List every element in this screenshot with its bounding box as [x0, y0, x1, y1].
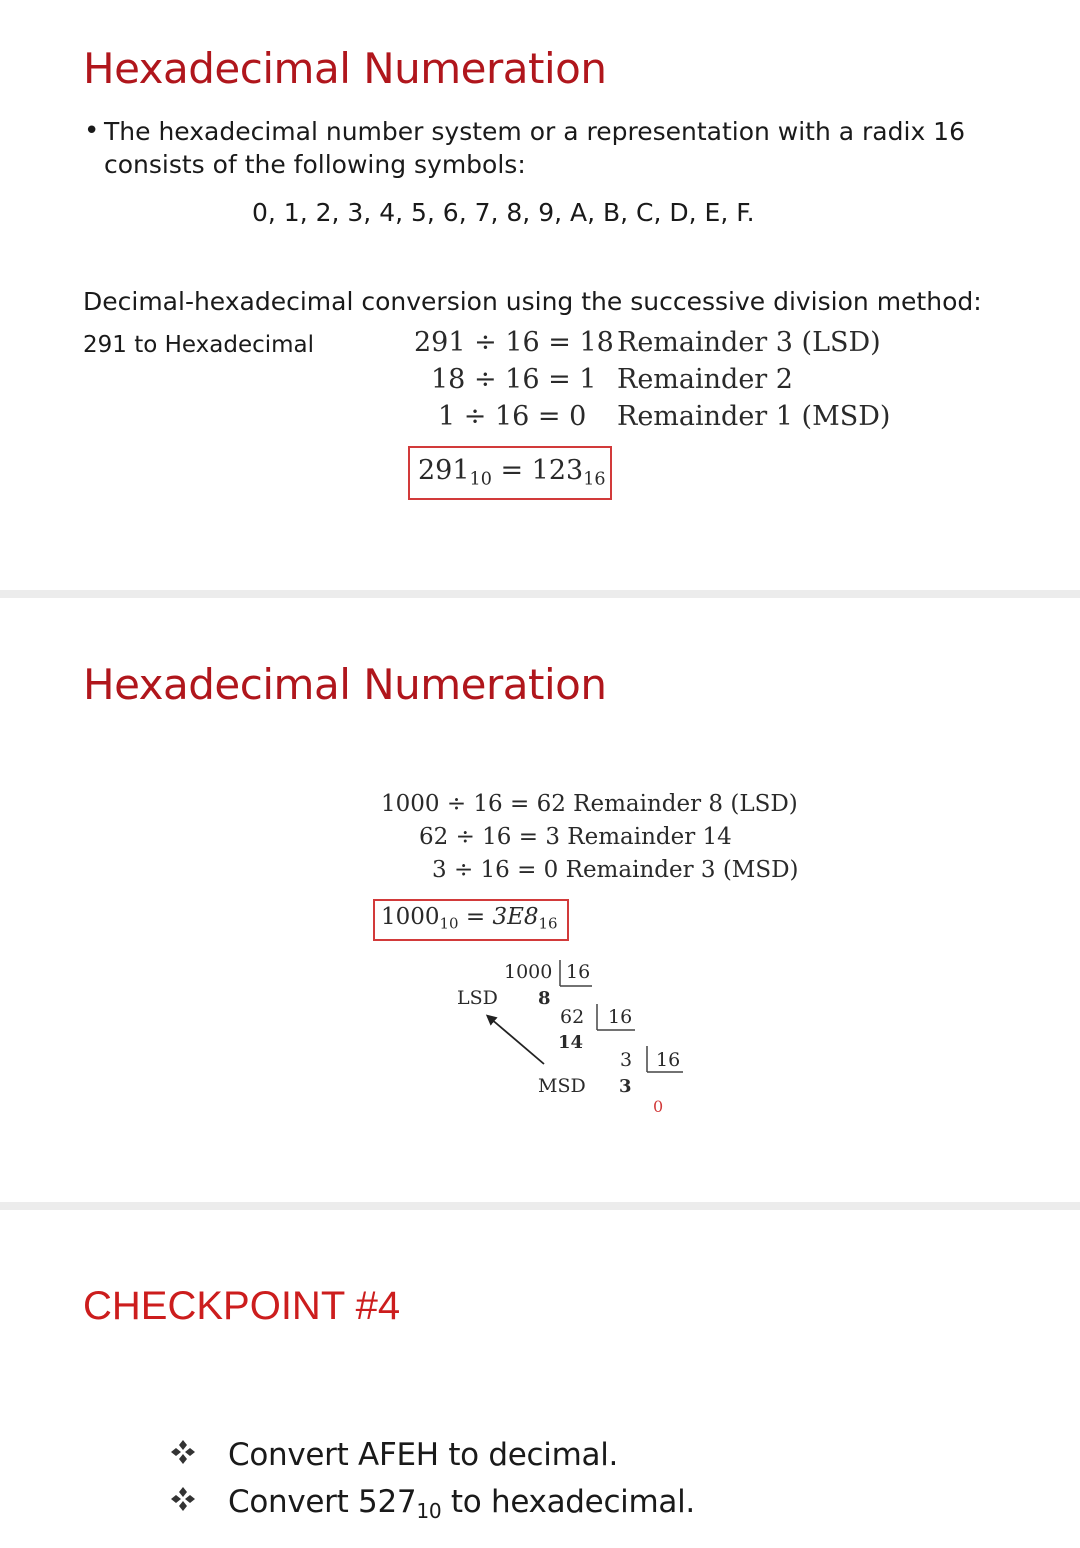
divisor-2: 16 — [608, 1006, 633, 1028]
checkpoint-title: CHECKPOINT #4 — [83, 1284, 401, 1328]
step-1-equation: 291 ÷ 16 = 18 — [414, 327, 614, 358]
result-lhs: 291 — [418, 455, 470, 486]
result-rhs-base: 16 — [538, 914, 558, 933]
divisor-3: 16 — [656, 1049, 681, 1071]
step-1-line: 1000 ÷ 16 = 62 Remainder 8 (LSD) — [381, 791, 798, 817]
slide-2 — [0, 598, 1080, 1202]
step-3-line: 3 ÷ 16 = 0 Remainder 3 (MSD) — [432, 857, 799, 883]
equals-sign: = — [500, 455, 532, 486]
diamond-bullet-icon — [170, 1439, 196, 1465]
result-lhs: 1000 — [381, 904, 440, 930]
lsd-arrow — [490, 1018, 544, 1064]
bullet-text-line-1: The hexadecimal number system or a representation with a radix 16 — [104, 117, 965, 146]
slide-2-title: Hexadecimal Numeration — [83, 660, 607, 709]
msd-label: MSD — [538, 1075, 586, 1097]
dividend-1000: 1000 — [504, 961, 553, 983]
question-1: Convert AFEH to decimal. — [228, 1437, 619, 1473]
question-2-base: 10 — [416, 1499, 442, 1524]
step-2-remainder: Remainder 2 — [617, 364, 793, 395]
step-2-line: 62 ÷ 16 = 3 Remainder 14 — [419, 824, 732, 850]
bullet-text-line-2: consists of the following symbols: — [104, 150, 526, 179]
diamond-bullet-icon — [170, 1486, 196, 1512]
result-lhs-base: 10 — [469, 469, 492, 490]
bullet-dot: • — [84, 116, 100, 146]
slide-3 — [0, 1210, 1080, 1548]
divisor-1: 16 — [566, 961, 591, 983]
question-2-post: to hexadecimal. — [441, 1484, 695, 1520]
hex-symbols-list: 0, 1, 2, 3, 4, 5, 6, 7, 8, 9, A, B, C, D, E, F. — [252, 198, 755, 227]
slide-gap-1 — [0, 590, 1080, 598]
step-3-remainder: Remainder 1 (MSD) — [617, 401, 891, 432]
result-rhs: 3E8 — [492, 904, 539, 930]
result-rhs-base: 16 — [583, 469, 606, 490]
slide-gap-2 — [0, 1202, 1080, 1210]
slide-1 — [0, 0, 1080, 590]
quotient-62: 62 — [560, 1006, 585, 1028]
result-equation — [418, 455, 606, 489]
quotient-3: 3 — [620, 1049, 633, 1071]
question-2-pre: Convert 527 — [228, 1484, 417, 1520]
step-1-remainder: Remainder 3 (LSD) — [617, 327, 881, 358]
example-label: 291 to Hexadecimal — [83, 332, 315, 358]
equals-sign: = — [465, 904, 493, 930]
division-diagram — [440, 950, 700, 1130]
lsd-label: LSD — [457, 987, 498, 1009]
result-equation — [381, 904, 558, 932]
slide-1-title: Hexadecimal Numeration — [83, 44, 607, 93]
remainder-8: 8 — [538, 988, 551, 1009]
step-3-equation: 1 ÷ 16 = 0 — [438, 401, 587, 432]
result-lhs-base: 10 — [439, 914, 459, 933]
step-2-equation: 18 ÷ 16 = 1 — [431, 364, 597, 395]
question-2 — [228, 1484, 695, 1523]
quotient-0: 0 — [653, 1097, 664, 1116]
result-rhs: 123 — [531, 455, 584, 486]
conversion-heading: Decimal-hexadecimal conversion using the successive division method: — [83, 287, 982, 316]
remainder-14: 14 — [558, 1032, 584, 1053]
remainder-3: 3 — [619, 1076, 632, 1097]
